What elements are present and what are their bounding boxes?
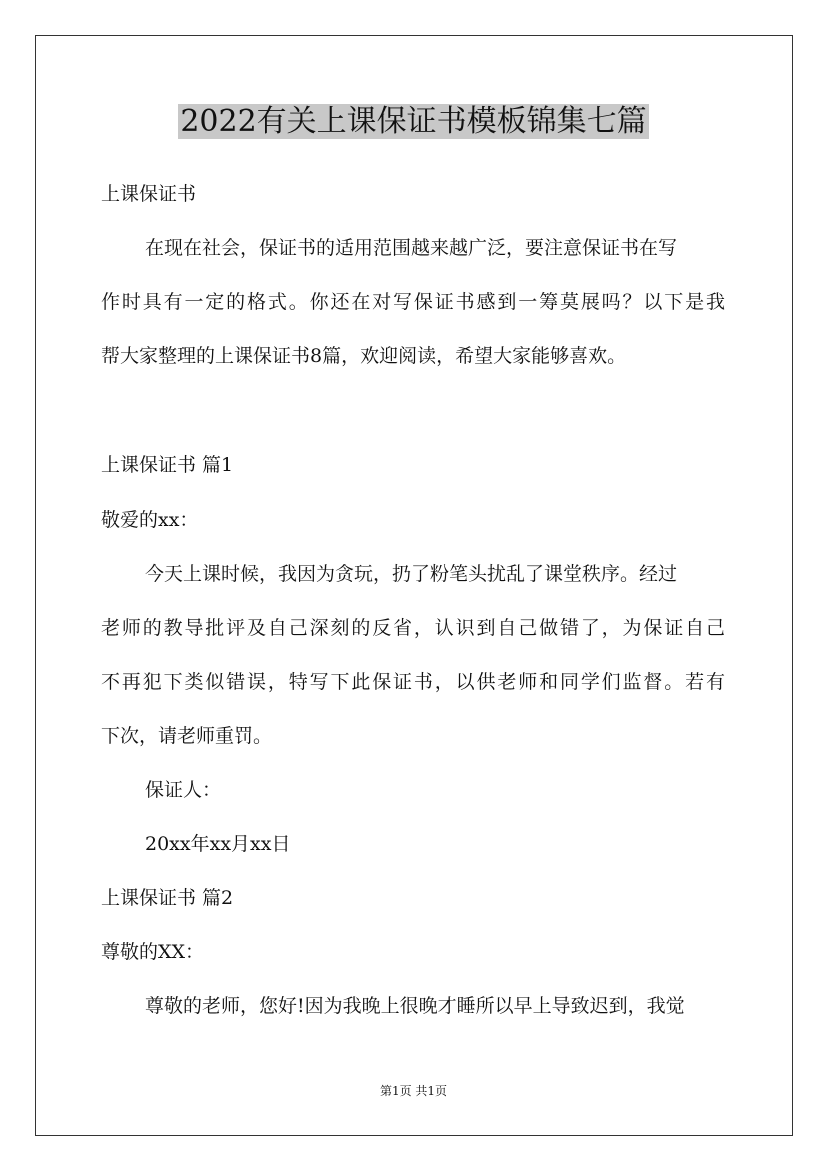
intro-paragraph-line-3: 帮大家整理的上课保证书8篇，欢迎阅读，希望大家能够喜欢。 — [101, 345, 627, 367]
intro-paragraph-line-2: 作时具有一定的格式。你还在对写保证书感到一筹莫展吗？以下是我 — [101, 291, 725, 313]
document-title — [0, 100, 827, 144]
section-heading: 上课保证书 — [101, 183, 197, 205]
article-1-heading: 上课保证书 篇1 — [101, 454, 234, 476]
article-2-heading: 上课保证书 篇2 — [101, 887, 234, 909]
article-1-body-line-3: 不再犯下类似错误，特写下此保证书，以供老师和同学们监督。若有 — [101, 671, 725, 693]
title-text: 2022有关上课保证书模板锦集七篇 — [180, 104, 647, 139]
page-footer: 第1页 共1页 — [379, 1084, 448, 1098]
article-1-date: 20xx年xx月xx日 — [145, 833, 291, 855]
article-1-salutation: 敬爱的xx： — [101, 509, 199, 531]
article-1-body-line-2: 老师的教导批评及自己深刻的反省，认识到自己做错了，为保证自己 — [101, 617, 725, 639]
article-1-signer: 保证人： — [145, 779, 222, 801]
intro-paragraph-line-1: 在现在社会，保证书的适用范围越来越广泛，要注意保证书在写 — [145, 237, 678, 259]
article-1-body-line-4: 下次，请老师重罚。 — [101, 725, 273, 747]
article-2-body-line-1: 尊敬的老师，您好!因为我晚上很晚才睡所以早上导致迟到，我觉 — [145, 995, 685, 1017]
article-2-salutation: 尊敬的XX： — [101, 941, 205, 963]
article-1-body-line-1: 今天上课时候，我因为贪玩，扔了粉笔头扰乱了课堂秩序。经过 — [145, 563, 678, 585]
